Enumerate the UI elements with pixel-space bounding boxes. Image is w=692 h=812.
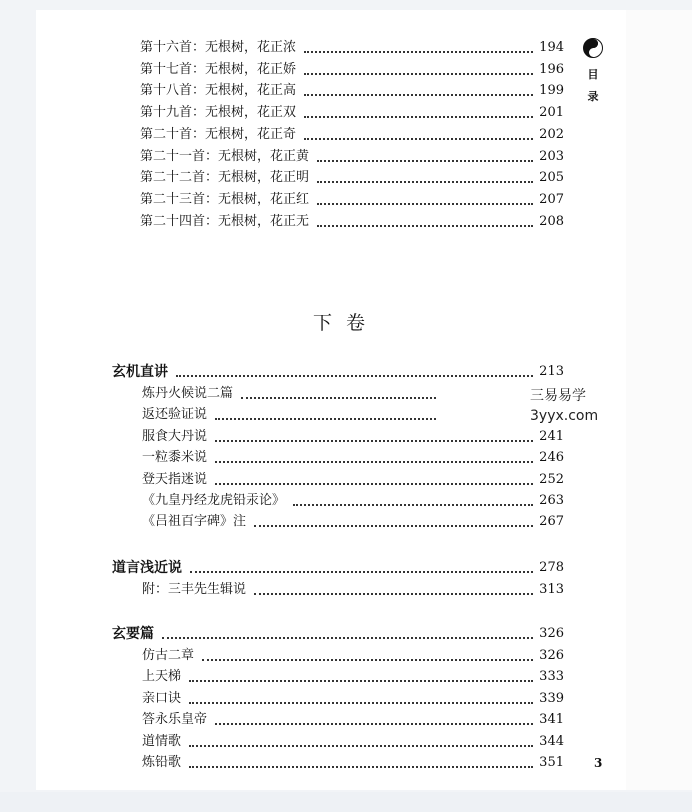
toc-entry-row[interactable] [0, 38, 692, 58]
toc-page-number: 313 [539, 582, 564, 597]
toc-entry-title: 登天指迷说 [142, 471, 208, 487]
toc-entry-title: 炼铅歌 [142, 755, 182, 770]
toc-entry-row[interactable] [0, 512, 692, 532]
leader-dots [215, 451, 533, 463]
toc-page-number: 333 [539, 669, 564, 685]
toc-page-number: 267 [539, 514, 564, 530]
toc-entry-title: 第二十首：无根树，花正奇 [140, 126, 297, 142]
toc-entry-row[interactable] [0, 470, 692, 490]
toc-section-title: 玄要篇 [112, 626, 154, 642]
leader-dots [189, 692, 533, 704]
toc-entry-title: 一粒黍米说 [142, 450, 208, 466]
leader-dots [215, 473, 533, 485]
watermark-line1: 三易易学 [530, 388, 586, 404]
toc-entry-title: 第十八首：无根树，花正高 [140, 83, 297, 99]
toc-entry-title: 第二十三首：无根树，花正红 [140, 191, 310, 207]
leader-dots [189, 670, 533, 682]
toc-page-number: 339 [539, 690, 564, 706]
toc-entry-title: 第二十一首：无根树，花正黄 [140, 148, 310, 164]
toc-section-row[interactable] [0, 558, 692, 578]
toc-entry-title: 道情歌 [142, 733, 182, 749]
toc-page-number: 203 [539, 148, 564, 164]
toc-page-number: 208 [539, 213, 564, 229]
toc-entry-row[interactable] [0, 753, 692, 773]
page-number: 3 [594, 756, 603, 770]
toc-entry-row[interactable] [0, 60, 692, 80]
toc-entry-row[interactable] [0, 580, 692, 600]
leader-dots [317, 215, 533, 227]
toc-entry-title: 《吕祖百字碑》注 [142, 514, 247, 530]
toc-entry-title: 第二十二首：无根树，花正明 [140, 170, 310, 186]
leader-dots [202, 649, 533, 661]
toc-page-number: 213 [539, 364, 564, 379]
toc-page-number: 278 [539, 560, 564, 575]
leader-dots [254, 583, 533, 595]
toc-entry-row[interactable] [0, 103, 692, 123]
side-label-mu: 目 [587, 68, 599, 81]
toc-section-row[interactable] [0, 362, 692, 382]
toc-entry-title: 亲口诀 [142, 690, 182, 706]
toc-entry-title: 返还验证说 [142, 407, 208, 423]
toc-entry-title: 仿古二章 [142, 648, 195, 663]
toc-entry-title: 第十六首：无根树，花正浓 [140, 40, 297, 55]
watermark-line2: 3yyx.com [530, 408, 599, 424]
toc-entry-row[interactable] [0, 81, 692, 101]
toc-entry-row[interactable] [0, 689, 692, 709]
volume-title: 下卷 [312, 312, 379, 334]
toc-page-number: 196 [539, 61, 564, 77]
side-label-lu: 录 [587, 90, 599, 103]
toc-page-number: 199 [539, 83, 564, 99]
toc-entry-title: 炼丹火候说二篇 [142, 386, 234, 401]
toc-entry-row[interactable] [0, 491, 692, 511]
leader-dots [215, 430, 533, 442]
leader-dots [215, 408, 436, 420]
leader-dots [317, 171, 533, 183]
leader-dots [317, 150, 533, 162]
toc-entry-title: 第十七首：无根树，花正娇 [140, 61, 297, 77]
toc-entry-row[interactable] [0, 732, 692, 752]
toc-entry-title: 第十九首：无根树，花正双 [140, 105, 297, 121]
leader-dots [304, 106, 533, 118]
leader-dots [304, 128, 533, 140]
toc-page-number: 246 [539, 450, 564, 466]
toc-entry-row[interactable] [0, 147, 692, 167]
leader-dots [189, 735, 533, 747]
leader-dots [162, 627, 533, 639]
leader-dots [190, 561, 533, 573]
toc-entry-title: 附：三丰先生辑说 [142, 582, 247, 597]
toc-page-number: 344 [539, 733, 564, 749]
toc-entry-title: 答永乐皇帝 [142, 712, 208, 728]
toc-entry-row[interactable] [0, 125, 692, 145]
toc-entry-row[interactable] [0, 646, 692, 666]
toc-entry-row[interactable] [0, 667, 692, 687]
toc-page-number: 241 [539, 428, 564, 444]
toc-entry-row[interactable] [0, 190, 692, 210]
leader-dots [317, 193, 533, 205]
leader-dots [304, 41, 533, 53]
leader-dots [215, 713, 533, 725]
leader-dots [241, 387, 436, 399]
leader-dots [304, 63, 533, 75]
toc-page-number: 202 [539, 126, 564, 142]
toc-entry-title: 上天梯 [142, 669, 182, 685]
toc-entry-row[interactable] [0, 427, 692, 447]
toc-page-number: 341 [539, 712, 564, 728]
toc-section-title: 玄机直讲 [112, 364, 168, 380]
toc-page-number: 207 [539, 191, 564, 207]
watermark [530, 386, 626, 426]
leader-dots [176, 365, 533, 377]
toc-entry-row[interactable] [0, 710, 692, 730]
toc-entry-title: 服食大丹说 [142, 428, 208, 444]
toc-entry-title: 《九皇丹经龙虎铅汞论》 [142, 493, 286, 508]
toc-section-title: 道言浅近说 [112, 560, 182, 576]
toc-page-number: 326 [539, 626, 564, 641]
toc-entry-row[interactable] [0, 448, 692, 468]
toc-page-number: 326 [539, 648, 564, 663]
leader-dots [293, 494, 533, 506]
toc-page-number: 194 [539, 40, 564, 55]
toc-page-number: 252 [539, 471, 564, 487]
toc-entry-row[interactable] [0, 168, 692, 188]
leader-dots [254, 515, 533, 527]
toc-page-number: 263 [539, 493, 564, 508]
toc-page-number: 201 [539, 105, 564, 121]
toc-page-number: 351 [539, 755, 564, 770]
viewer-bottom-bar [0, 792, 692, 812]
toc-page-number: 205 [539, 170, 564, 186]
leader-dots [189, 756, 533, 768]
toc-entry-title: 第二十四首：无根树，花正无 [140, 213, 310, 229]
leader-dots [304, 84, 533, 96]
toc-section-row[interactable] [0, 624, 692, 644]
toc-entry-row[interactable] [0, 212, 692, 232]
